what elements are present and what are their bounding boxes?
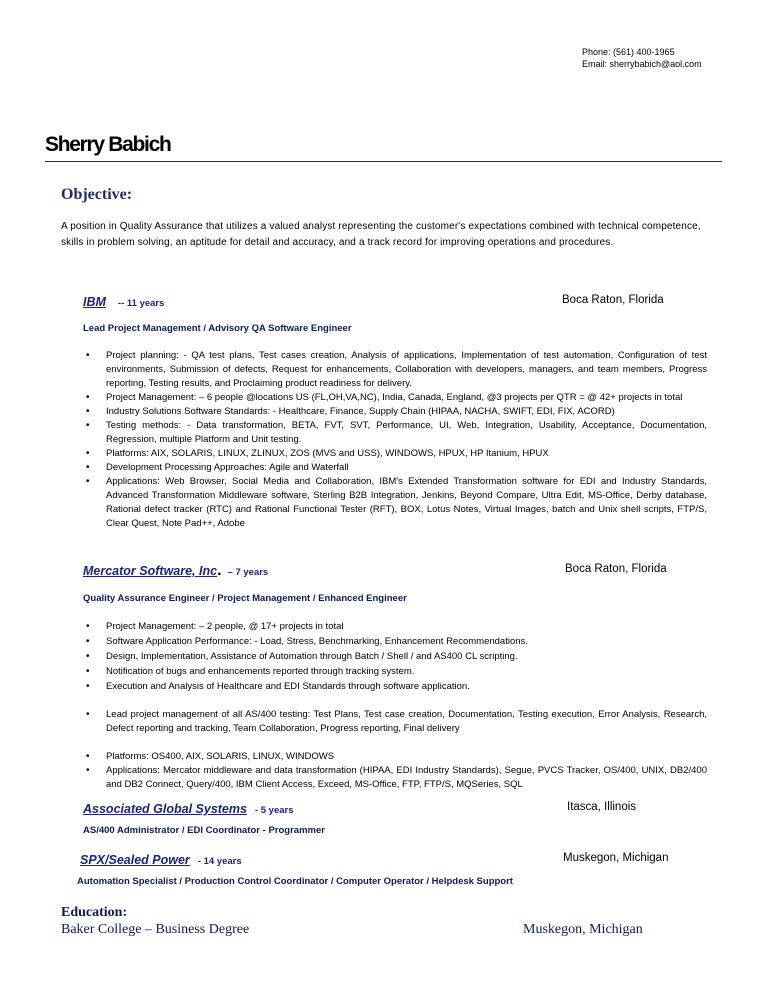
list-item: • Project Management: – 2 people, @ 17+ projects in total bbox=[86, 619, 707, 634]
education-heading: Education: bbox=[61, 905, 128, 920]
contact-block bbox=[582, 46, 702, 70]
education-location: Muskegon, Michigan bbox=[523, 922, 643, 937]
company-name: Associated Global Systems bbox=[83, 802, 247, 816]
job-years: - 5 years bbox=[254, 805, 294, 816]
job-header bbox=[83, 293, 164, 311]
list-item: • Applications: Web Browser, Social Media and Collaboration, IBM's Extended Transformation software for EDI and Industry Standards, Advanced Transformation Middleware software, Sterling B2B Integration, Jenkins, Beyond Compare, Ultra Edit, MS-Office, Derby database, Rational defect tracker (RTC) and Rational Functional Tester (RFT), BOX, Lotus Notes, Virtual Images, batch and Unix shell scripts, FTP/S, Clear Quest, Note Pad++, Adobe bbox=[86, 475, 707, 531]
list-item: • Lead project management of all AS/400 testing: Test Plans, Test case creation, Documentation, Testing execution, Error Analysis, Research, Defect reporting and tracking, Team Collaboration, Progress reporting, Final delivery bbox=[86, 708, 707, 736]
list-item: • Software Application Performance: - Load, Stress, Benchmarking, Enhancement Recommendations. bbox=[86, 634, 707, 649]
job-role: AS/400 Administrator / EDI Coordinator - Programmer bbox=[83, 825, 325, 836]
candidate-name: Sherry Babich bbox=[45, 133, 171, 156]
list-item: • Testing methods: - Data transformation, BETA, FVT, SVT, Performance, UI, Web, Integration, Usability, Acceptance, Documentation, Regression, multiple Platform and Unit testing. bbox=[86, 419, 707, 447]
objective-heading bbox=[61, 186, 132, 204]
job-header bbox=[83, 562, 268, 580]
objective-text: A position in Quality Assurance that utilizes a valued analyst representing the customer's expectations combined with technical competence, skills in problem solving, an aptitude for detail and accuracy, and a track record for improving operations and procedures. bbox=[61, 221, 701, 248]
list-item: • Platforms: AIX, SOLARIS, LINUX, ZLINUX, ZOS (MVS and USS), WINDOWS, HPUX, HP Itanium, HPUX bbox=[86, 447, 707, 461]
list-item: • Design, Implementation, Assistance of Automation through Batch / Shell / and AS400 CL scripting. bbox=[86, 649, 707, 664]
company-name: IBM bbox=[83, 295, 106, 309]
job-bullets bbox=[86, 750, 707, 792]
list-item: • Industry Solutions Software Standards: - Healthcare, Finance, Supply Chain (HIPAA, NACHA, SWIFT, EDI, FIX, ACORD) bbox=[86, 405, 707, 419]
email: Email: sherrybabich@aol.com bbox=[582, 59, 702, 69]
company-name: Mercator Software, Inc bbox=[83, 564, 218, 578]
job-bullets bbox=[86, 349, 707, 531]
job-location: Boca Raton, Florida bbox=[562, 294, 664, 306]
job-header bbox=[80, 851, 242, 869]
job-bullets bbox=[86, 708, 707, 736]
job-location: Boca Raton, Florida bbox=[565, 563, 667, 575]
job-header bbox=[83, 800, 294, 818]
company-period: . bbox=[217, 562, 222, 579]
objective-heading-text: Objective bbox=[61, 186, 127, 203]
list-item: • Platforms: OS400, AIX, SOLARIS, LINUX, WINDOWS bbox=[86, 750, 707, 764]
job-location: Itasca, Illinois bbox=[567, 801, 637, 813]
job-role: Lead Project Management / Advisory QA Software Engineer bbox=[83, 323, 352, 334]
job-years: -- 11 years bbox=[117, 298, 165, 309]
list-item: • Notification of bugs and enhancements reported through tracking system. bbox=[86, 664, 707, 679]
phone: Phone: (561) 400-1965 bbox=[582, 47, 675, 57]
job-location: Muskegon, Michigan bbox=[563, 852, 669, 864]
job-bullets bbox=[86, 619, 707, 694]
job-role: Quality Assurance Engineer / Project Management / Enhanced Engineer bbox=[83, 593, 407, 604]
name-divider bbox=[45, 161, 722, 162]
list-item: • Project planning: - QA test plans, Test cases creation, Analysis of applications, Implementation of test automation, Configuration of test environments, Submission of defects, Request for enhancements, Collaboration with developers, managers, and team members, Progress reporting, Testing results, and Proclaiming product readiness for delivery. bbox=[86, 349, 707, 391]
company-name: SPX/Sealed Power bbox=[80, 853, 190, 867]
list-item: • Applications: Mercator middleware and data transformation (HIPAA, EDI Industry Standards), Segue, PVCS Tracker, OS/400, UNIX, DB2/400 and DB2 Connect, Query/400, IBM Client Access, Exceed, MS-Office, FTP, FTP/S, MQSeries, SQL bbox=[86, 764, 707, 792]
list-item: • Execution and Analysis of Healthcare and EDI Standards through software application. bbox=[86, 679, 707, 694]
job-years: – 7 years bbox=[227, 567, 269, 578]
objective-heading-colon: : bbox=[126, 186, 133, 203]
job-role: Automation Specialist / Production Control Coordinator / Computer Operator / Helpdesk Support bbox=[77, 876, 513, 887]
education-degree: Baker College – Business Degree bbox=[61, 922, 250, 937]
list-item: • Project Management: – 6 people @locations US (FL,OH,VA,NC), India, Canada, England, @3 projects per QTR = @ 42+ projects in total bbox=[86, 391, 707, 405]
job-years: - 14 years bbox=[197, 856, 242, 867]
list-item: • Development Processing Approaches: Agile and Waterfall bbox=[86, 461, 707, 475]
